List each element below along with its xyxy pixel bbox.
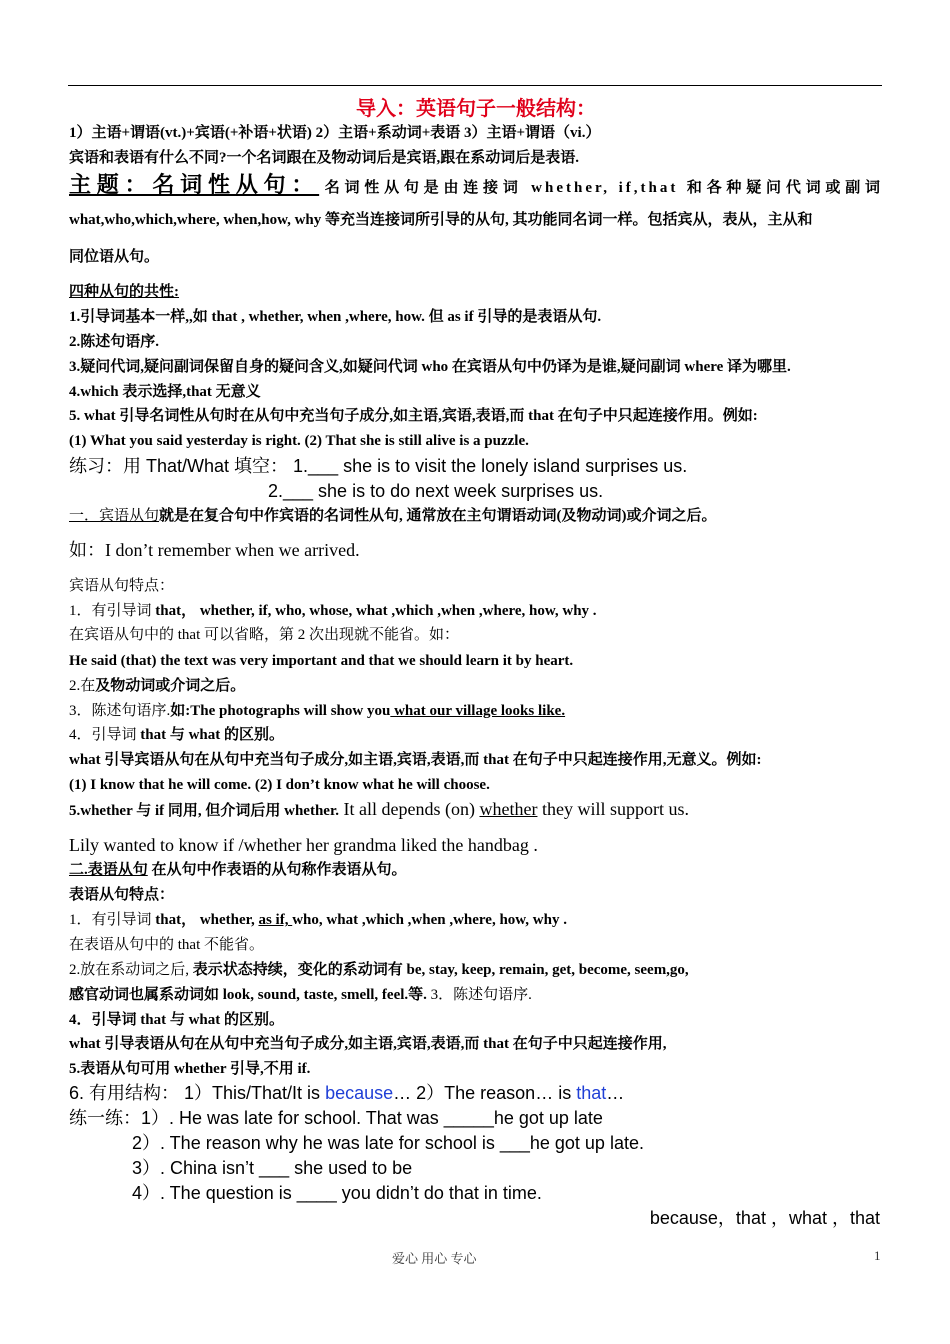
predicative-feature-1-note: 在表语从句中的 that 不能省。	[69, 937, 264, 953]
predicative-feature-4: 4．引导词 that 与 what 的区别。	[69, 1012, 285, 1028]
predicative-feature-2	[69, 960, 883, 980]
predicative-feature-3: 3．陈述句语序.	[426, 987, 532, 1003]
predicative-feature-2-line2	[69, 985, 883, 1005]
object-feature-4-detail: what 引导宾语从句在从句中充当句子成分,如主语,宾语,表语,而 that 在句子中只起连接作用,无意义。例如:	[69, 752, 762, 768]
object-feature-4	[69, 725, 883, 745]
object-feature-3	[69, 701, 883, 721]
predicative-heading-line	[69, 860, 883, 880]
object-clause-heading: 一．宾语从句	[69, 508, 160, 524]
object-features-heading: 宾语从句特点：	[69, 578, 175, 594]
object-feature-5-ex-whether: whether	[479, 799, 538, 819]
topic-line-1	[69, 171, 883, 202]
predicative-feature-1-prefix: 1．有引导词	[69, 912, 156, 928]
practice2-item-2: 2）. The reason why he was late for school is ___he got up late.	[132, 1133, 644, 1153]
object-feature-1	[69, 601, 883, 621]
predicative-feature-1-b: who, what ,which ,when ,where, how, why .	[292, 912, 567, 928]
object-feature-2-text: 及物动词或介词之后。	[95, 678, 246, 694]
object-clause-example: 如：I don’t remember when we arrived.	[69, 540, 360, 560]
object-feature-3-example: 如:The photographs will show you	[170, 703, 391, 719]
sentence-structures: 1）主语+谓语(vt.)+宾语(+补语+状语) 2）主语+系动词+表语 3）主语+谓语（vi.）	[69, 125, 601, 141]
object-feature-1-words: that， whether, if, who, whose, what ,which ,when ,where, how, why .	[155, 603, 597, 619]
predicative-definition: 在从句中作表语的从句称作表语从句。	[147, 862, 407, 878]
object-feature-1-example: He said (that) the text was very important and that we should learn it by heart.	[69, 653, 574, 669]
practice2-answers: because，that ，what ，that	[649, 1208, 880, 1228]
object-clause-heading-line	[69, 506, 883, 526]
practice2-heading: 练一练：1）. He was late for school. That was _____he got up late	[69, 1108, 603, 1128]
common-item-4: 4.which 表示选择,that 无意义	[69, 384, 261, 400]
object-feature-2-prefix: 2.在	[69, 678, 96, 694]
predicative-feature-1-a: that， whether,	[155, 912, 259, 928]
object-feature-3-prefix: 3．陈述句语序.	[69, 703, 171, 719]
predicative-features-heading: 表语从句特点：	[69, 887, 175, 903]
predicative-feature-4-detail: what 引导表语从句在从句中充当句子成分,如主语,宾语,表语,而 that 在句子中只起连接作用,	[69, 1036, 667, 1052]
common-item-1: 1.引导词基本一样,,如 that , whether, when ,where, how. 但 as if 引导的是表语从句.	[69, 309, 602, 325]
object-feature-2	[69, 676, 883, 696]
common-examples: (1) What you said yesterday is right. (2) That she is still alive is a puzzle.	[69, 433, 529, 449]
page-title: 导入：英语句子一般结构：	[356, 98, 596, 120]
predicative-feature-2-prefix: 2.放在系动词之后,	[69, 962, 193, 978]
object-vs-predicative-note: 宾语和表语有什么不同?一个名词跟在及物动词后是宾语,跟在系动词后是表语.	[69, 150, 580, 166]
common-item-2: 2.陈述句语序.	[69, 334, 160, 350]
predicative-feature-5: 5.表语从句可用 whether 引导,不用 if.	[69, 1061, 311, 1077]
header-rule	[68, 85, 882, 86]
predicative-feature-6	[69, 1082, 883, 1104]
topic-line-3: 同位语从句。	[69, 249, 160, 265]
object-feature-3-underlined: what our village looks like.	[390, 703, 566, 719]
useful-structure-prefix: 6. 有用结构： 1）This/That/It is	[69, 1083, 326, 1103]
object-feature-5	[69, 799, 883, 821]
footer-motto: 爱心 用心 专心	[392, 1251, 477, 1266]
object-feature-4-text: that 与 what 的区别。	[140, 727, 285, 743]
common-item-5: 5. what 引导名词性从句时在从句中充当句子成分,如主语,宾语,表语,而 that 在句子中只起连接作用。例如:	[69, 408, 758, 424]
useful-structure-that: that	[576, 1083, 607, 1103]
object-feature-5-rule: 5.whether 与 if 同用, 但介词后用 whether.	[69, 803, 339, 819]
object-feature-5-ex-pre: It all depends (on)	[339, 799, 480, 819]
predicative-feature-2-verbs: 表示状态持续，变化的系动词有 be, stay, keep, remain, get, become, seem,go,	[192, 962, 689, 978]
predicative-heading: 二.表语从句	[69, 862, 148, 878]
predicative-feature-1-asif: as if,	[258, 912, 293, 928]
practice2-item-4: 4）. The question is ____ you didn’t do that in time.	[132, 1183, 542, 1203]
useful-structure-because: because	[325, 1083, 394, 1103]
object-feature-1-prefix: 1．有引导词	[69, 603, 156, 619]
practice2-item-3: 3）. China isn’t ___ she used to be	[132, 1158, 413, 1178]
object-feature-4-examples: (1) I know that he will come. (2) I don’t know what he will choose.	[69, 777, 490, 793]
object-feature-4-prefix: 4．引导词	[69, 727, 141, 743]
topic-text-1: 名词性从句是由连接词 whether, if,that 和各种疑问代词或副词	[324, 180, 883, 196]
practice1-line-2: 2.___ she is to do next week surprises us.	[268, 481, 604, 501]
useful-structure-mid: … 2）The reason… is	[393, 1083, 577, 1103]
common-heading: 四种从句的共性:	[69, 284, 179, 300]
page-number: 1	[874, 1248, 881, 1263]
topic-line-2: what,who,which,where, when,how, why 等充当连接词所引导的从句, 其功能同名词一样。包括宾从，表从，主从和	[69, 212, 813, 228]
topic-label: 主题：名词性从句：	[69, 172, 320, 197]
practice1-line-1: 练习：用 That/What 填空： 1.___ she is to visit the lonely island surprises us.	[69, 456, 688, 476]
common-item-3: 3.疑问代词,疑问副词保留自身的疑问含义,如疑问代词 who 在宾语从句中仍译为是谁,疑问副词 where 译为哪里.	[69, 359, 791, 375]
object-feature-5-example-2: Lily wanted to know if /whether her grandma liked the handbag .	[69, 835, 538, 855]
predicative-feature-2-sense-verbs: 感官动词也属系动词如 look, sound, taste, smell, feel.等.	[69, 987, 427, 1003]
object-clause-definition: 就是在复合句中作宾语的名词性从句, 通常放在主句谓语动词(及物动词)或介词之后。	[159, 508, 717, 524]
predicative-feature-1	[69, 910, 883, 930]
useful-structure-end: …	[606, 1083, 625, 1103]
object-feature-1-note: 在宾语从句中的 that 可以省略，第 2 次出现就不能省。如：	[69, 627, 459, 643]
object-feature-5-ex-post: they will support us.	[537, 799, 689, 819]
